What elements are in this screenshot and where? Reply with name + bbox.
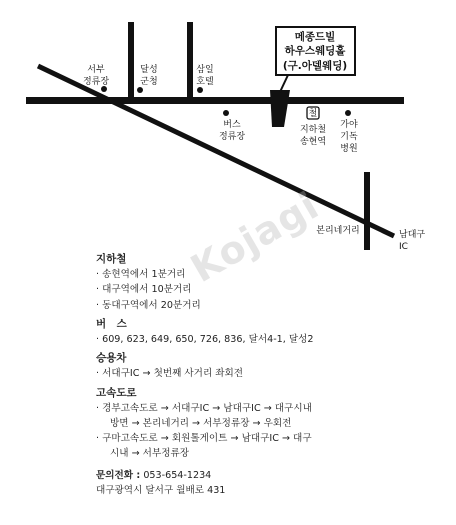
- phone-label: 문의전화 :: [96, 469, 141, 481]
- main-road-horizontal: [26, 97, 404, 104]
- dalseo-office-label-1: 달성: [140, 65, 158, 75]
- bus-stop-label-1: 버스: [223, 120, 241, 130]
- subway-section-title: 지하철: [96, 253, 127, 265]
- contact-phone-row: [96, 468, 446, 483]
- seobu-stop-label-2: 정류장: [82, 77, 110, 87]
- phone-number: 053-654-1234: [143, 469, 212, 481]
- bus-stop-label-2: 정류장: [218, 132, 246, 142]
- bus-section-title: 버 스: [96, 317, 127, 330]
- directions-panel: [96, 252, 446, 498]
- subway-symbol-text: 철: [308, 109, 318, 119]
- subway-label-1: 지하철: [299, 125, 327, 135]
- subway-line-3: · 동대구역에서 20분거리: [96, 299, 201, 311]
- namdaegu-ic-label-2: IC: [399, 242, 408, 250]
- namdaegu-ic-label-1: 남대구: [399, 230, 426, 240]
- bonri-intersection-label: 본리네거리: [316, 226, 360, 236]
- subway-line-1: · 송현역에서 1분거리: [96, 269, 186, 281]
- gaya-hospital-dot: [345, 110, 351, 116]
- dalseo-office-label-2: 군청: [140, 77, 158, 87]
- venue-label-line2: 하우스웨딩홀: [284, 45, 346, 57]
- watermark: Kojagi: [183, 183, 327, 291]
- samil-hotel-dot: [197, 87, 203, 93]
- highway-line-1: · 경부고속도로 → 서대구IC → 남대구IC → 대구시내: [96, 402, 312, 414]
- gaya-hospital-label-3: 병원: [340, 144, 358, 154]
- highway-line-4: 시내 → 서부정류장: [110, 448, 190, 460]
- subway-label-2: 송현역: [299, 137, 327, 147]
- highway-section-title: 고속도로: [96, 386, 137, 399]
- gaya-hospital-label-1: 가야: [340, 120, 358, 130]
- samil-hotel-label-1: 삼일: [196, 65, 214, 75]
- subway-line-2: · 대구역에서 10분거리: [96, 284, 192, 296]
- address: 대구광역시 달서구 월배로 431: [96, 484, 226, 496]
- road-vertical-samil: [187, 22, 193, 104]
- bus-line-1: · 609, 623, 649, 650, 726, 836, 달서4-1, 달성2: [96, 334, 314, 346]
- highway-line-2: 방면 → 본리네거리 → 서부정류장 → 우회전: [110, 418, 292, 430]
- gaya-hospital-label-2: 기독: [340, 132, 358, 142]
- venue-callout-pointer: [280, 75, 288, 92]
- venue-label-line3: (구.아델웨딩): [282, 60, 348, 72]
- bus-stop-dot: [223, 110, 229, 116]
- dalseo-office-dot: [137, 87, 143, 93]
- venue-building-icon: [270, 90, 290, 127]
- samil-hotel-label-2: 호텔: [196, 77, 214, 87]
- road-vertical-bonri: [364, 172, 370, 250]
- location-map: [0, 0, 456, 250]
- car-section-title: 승용차: [96, 352, 127, 365]
- seobu-stop-label-1: 서부: [87, 65, 105, 75]
- road-vertical-dalseo: [128, 22, 134, 104]
- venue-label-line1: 메종드빌: [294, 31, 336, 43]
- car-line-1: · 서대구IC → 첫번째 사거리 좌회전: [96, 368, 244, 380]
- highway-line-3: · 구마고속도로 → 회원톨게이트 → 남대구IC → 대구: [96, 433, 312, 445]
